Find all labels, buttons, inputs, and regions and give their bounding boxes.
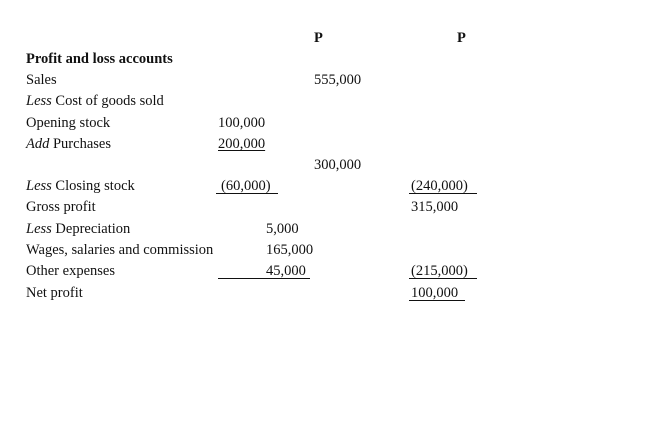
sales-amount: 555,000	[314, 72, 362, 88]
gross-profit-label: Gross profit	[26, 199, 96, 215]
purchases-label	[26, 135, 111, 153]
closing-stock-rule	[216, 193, 278, 194]
cogs-total: (240,000)	[411, 178, 468, 194]
cogs-text: Cost of goods sold	[51, 93, 164, 109]
opening-stock-label: Opening stock	[26, 115, 111, 131]
depreciation-less: Less	[26, 221, 52, 237]
col-header-p2: P	[457, 30, 466, 46]
closing-stock-less: Less	[26, 178, 52, 194]
depreciation-amount: 5,000	[266, 221, 299, 237]
other-expenses-label: Other expenses	[26, 263, 115, 279]
cogs-less: Less	[26, 93, 52, 109]
net-profit-label: Net profit	[26, 285, 83, 301]
closing-stock-text: Closing stock	[51, 178, 135, 194]
depreciation-label	[26, 220, 130, 238]
closing-stock-amount: (60,000)	[221, 178, 271, 194]
depreciation-text: Depreciation	[51, 221, 131, 237]
sales-label: Sales	[26, 72, 57, 88]
expenses-total: (215,000)	[411, 263, 468, 279]
cogs-subtotal: 300,000	[314, 157, 362, 173]
net-profit-rule	[409, 300, 465, 301]
other-expenses-rule	[218, 278, 310, 279]
col-header-p1: P	[314, 30, 323, 46]
gross-profit-amount: 315,000	[411, 199, 459, 215]
other-expenses-amount: 45,000	[266, 263, 306, 279]
opening-stock-amount: 100,000	[218, 115, 266, 131]
wages-amount: 165,000	[266, 242, 314, 258]
cogs-total-rule	[409, 193, 477, 194]
statement-title: Profit and loss accounts	[26, 51, 173, 67]
cogs-label	[26, 92, 164, 110]
purchases-amount: 200,000	[218, 136, 266, 152]
expenses-total-rule	[409, 278, 477, 279]
purchases-add: Add	[26, 136, 50, 152]
net-profit-amount: 100,000	[411, 285, 459, 301]
purchases-text: Purchases	[49, 136, 111, 152]
wages-label: Wages, salaries and commission	[26, 242, 214, 258]
closing-stock-label	[26, 177, 135, 195]
